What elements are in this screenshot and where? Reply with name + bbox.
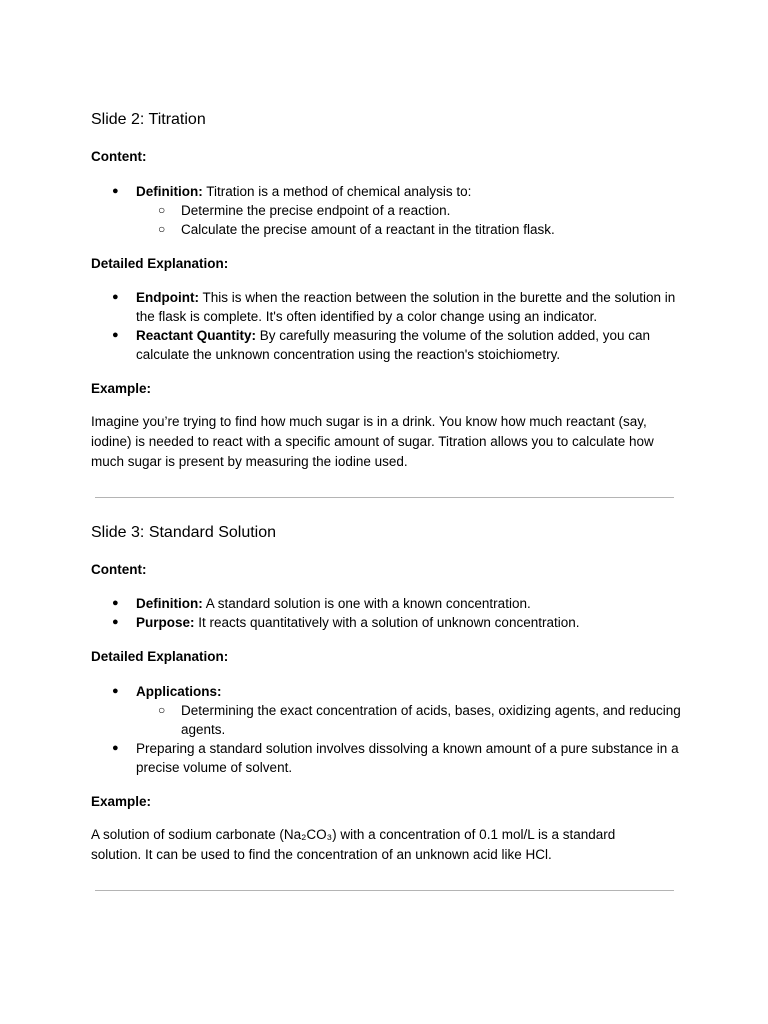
list-item	[91, 701, 681, 739]
purpose-text: It reacts quantitatively with a solution of unknown concentration.	[194, 615, 580, 630]
sub-item-text: Determine the precise endpoint of a reaction.	[181, 203, 451, 218]
slide-3-title: Slide 3: Standard Solution	[91, 524, 277, 541]
bullet-icon: ●	[112, 291, 119, 303]
bullet-icon: ●	[112, 685, 119, 697]
slide-2-content-label: Content:	[91, 149, 147, 164]
section-divider	[95, 497, 674, 498]
hollow-bullet-icon: ○	[158, 203, 166, 217]
endpoint-text: This is when the reaction between the solution in the burette and the solution in the flask is complete. It's often identified by a color change using an indicator.	[136, 290, 676, 324]
list-item	[91, 288, 681, 326]
applications-label: Applications:	[136, 684, 222, 699]
definition-label: Definition:	[136, 596, 203, 611]
list-item	[91, 739, 681, 777]
slide-2-example-label: Example:	[91, 381, 152, 396]
slide-2-title: Slide 2: Titration	[91, 111, 206, 128]
section-divider	[95, 890, 674, 891]
preparing-text: Preparing a standard solution involves dissolving a known amount of a pure substance in a precise volume of solvent.	[136, 741, 679, 775]
slide-2-example-text: Imagine you’re trying to find how much sugar is in a drink. You know how much reactant (say, iodine) is needed to react with a specific amount of sugar. Titration allows you to calculate how much sugar is present by measuring the iodine used.	[91, 414, 654, 469]
sub-item-text: Calculate the precise amount of a reactant in the titration flask.	[181, 222, 555, 237]
slide-3-content-list	[91, 594, 681, 632]
list-item	[91, 220, 681, 239]
list-item	[91, 594, 681, 613]
reactant-quantity-label: Reactant Quantity:	[136, 328, 257, 343]
slide-3-content-label: Content:	[91, 562, 147, 577]
bullet-icon: ●	[112, 329, 119, 341]
bullet-icon: ●	[112, 597, 119, 609]
slide-3-detailed-label: Detailed Explanation:	[91, 649, 229, 664]
slide-2-detailed-label: Detailed Explanation:	[91, 256, 229, 271]
definition-label: Definition:	[136, 184, 203, 199]
list-item	[91, 682, 681, 701]
list-item	[91, 201, 681, 220]
hollow-bullet-icon: ○	[158, 222, 166, 236]
slide-3-detailed-list	[91, 682, 681, 777]
purpose-label: Purpose:	[136, 615, 195, 630]
list-item	[91, 613, 681, 632]
slide-2-detailed-list	[91, 288, 681, 364]
slide-3-example-label: Example:	[91, 794, 152, 809]
list-item	[91, 182, 681, 201]
reactant-quantity-text: By carefully measuring the volume of the solution added, you can calculate the unknown concentration using the reaction's stoichiometry.	[136, 328, 651, 362]
bullet-icon: ●	[112, 616, 119, 628]
bullet-icon: ●	[112, 742, 119, 754]
list-item	[91, 326, 681, 364]
applications-sub-text: Determining the exact concentration of acids, bases, oxidizing agents, and reducing agents.	[181, 703, 681, 737]
endpoint-label: Endpoint:	[136, 290, 199, 305]
bullet-icon: ●	[112, 185, 119, 197]
definition-text: Titration is a method of chemical analysis to:	[202, 184, 472, 199]
slide-2-content-list	[91, 182, 681, 239]
slide-3-example-text: A solution of sodium carbonate (Na₂CO₃) with a concentration of 0.1 mol/L is a standard solution. It can be used to find the concentration of an unknown acid like HCl.	[91, 827, 616, 862]
hollow-bullet-icon: ○	[158, 703, 166, 717]
definition-text: A standard solution is one with a known concentration.	[202, 596, 531, 611]
